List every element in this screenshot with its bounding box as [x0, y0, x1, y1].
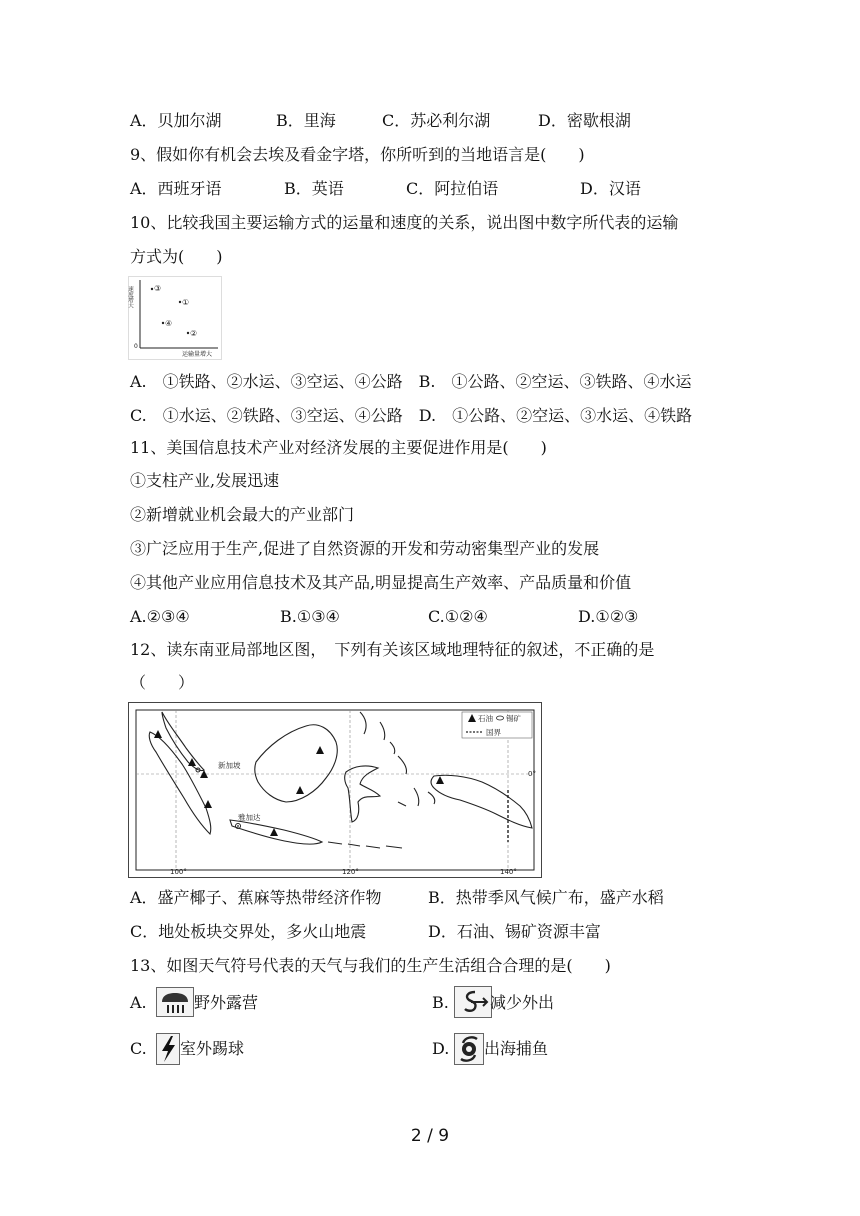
lat-0: 0° — [528, 770, 536, 778]
q11-item-4: ④其他产业应用信息技术及其产品,明显提高生产效率、产品质量和价值 — [130, 573, 632, 592]
q12-option-a: A．盛产椰子、蕉麻等热带经济作物 — [130, 888, 382, 907]
southeast-asia-map — [128, 702, 542, 878]
lon-140: 140° — [500, 868, 517, 876]
city-jakarta: 雅加达 — [238, 813, 261, 822]
chart-point-2 — [187, 332, 189, 334]
q11-option-d: D.①②③ — [578, 607, 639, 626]
rainstorm-icon — [156, 987, 194, 1017]
q9-option-a: A．西班牙语 — [130, 179, 222, 198]
q12-stem: 12、读东南亚局部地区图， 下列有关该区域地理特征的叙述，不正确的是 — [130, 640, 655, 659]
q8-option-c: C．苏必利尔湖 — [382, 111, 491, 130]
chart-label-1: ① — [182, 298, 190, 307]
chart-point-1 — [179, 301, 181, 303]
q13-option-c-text: 室外踢球 — [180, 1039, 245, 1058]
chart-label-2: ② — [190, 329, 198, 338]
lightning-icon — [156, 1033, 180, 1065]
q12-paren: （ ） — [130, 673, 195, 692]
q10-stem-line1: 10、比较我国主要运输方式的运量和速度的关系，说出图中数字所代表的运输 — [130, 213, 679, 232]
city-singapore: 新加坡 — [218, 761, 241, 770]
transport-chart — [128, 276, 222, 360]
lon-100: 100° — [170, 868, 187, 876]
q8-option-b: B．里海 — [276, 111, 336, 130]
q8-option-a: A．贝加尔湖 — [130, 111, 222, 130]
q10-options-row1: A. ①铁路、②水运、③空运、④公路 B. ①公路、②空运、③铁路、④水运 — [130, 372, 692, 391]
typhoon-icon — [454, 1033, 484, 1065]
q11-option-c: C.①②④ — [428, 607, 488, 626]
legend-oil-label: 石油 — [478, 714, 493, 723]
chart-origin: 0 — [134, 343, 138, 350]
q12-option-d: D．石油、锡矿资源丰富 — [428, 922, 601, 941]
q11-option-a: A.②③④ — [130, 607, 190, 626]
q13-option-b-letter: B. — [432, 993, 449, 1012]
q11-option-b: B.①③④ — [280, 607, 340, 626]
chart-x-label: 运输量增大 — [182, 351, 213, 358]
chart-y-label: 速度增大 — [127, 286, 133, 308]
chart-label-3: ③ — [154, 284, 162, 293]
page-number: 2 / 9 — [410, 1126, 450, 1146]
q11-item-3: ③广泛应用于生产,促进了自然资源的开发和劳动密集型产业的发展 — [130, 539, 600, 558]
q10-options-row2: C. ①水运、②铁路、③空运、④公路 D. ①公路、②空运、③水运、④铁路 — [130, 406, 693, 425]
q8-option-d: D．密歇根湖 — [538, 111, 631, 130]
q11-stem: 11、美国信息技术产业对经济发展的主要促进作用是( ) — [130, 438, 547, 457]
q13-option-c-letter: C. — [130, 1039, 147, 1058]
q9-option-b: B．英语 — [284, 179, 344, 198]
q12-option-b: B．热带季风气候广布，盛产水稻 — [428, 888, 664, 907]
q10-stem-line2: 方式为( ) — [130, 247, 223, 266]
q11-item-1: ①支柱产业,发展迅速 — [130, 471, 280, 490]
q13-option-b-text: 减少外出 — [490, 993, 555, 1012]
q12-option-c: C．地处板块交界处，多火山地震 — [130, 922, 367, 941]
chart-label-4: ④ — [165, 319, 173, 328]
chart-point-4 — [162, 322, 164, 324]
sandstorm-icon — [454, 986, 492, 1018]
legend-tin-label: 锡矿 — [506, 714, 521, 723]
q9-stem: 9、假如你有机会去埃及看金字塔，你所听到的当地语言是( ) — [130, 145, 585, 164]
lon-120: 120° — [342, 868, 359, 876]
q13-option-a-letter: A. — [130, 993, 147, 1012]
q13-option-d-text: 出海捕鱼 — [484, 1039, 549, 1058]
q9-option-c: C．阿拉伯语 — [406, 179, 499, 198]
q13-option-d-letter: D. — [432, 1039, 450, 1058]
q9-option-d: D．汉语 — [580, 179, 641, 198]
legend-border-label: 国界 — [486, 728, 501, 737]
q13-option-a-text: 野外露营 — [194, 993, 259, 1012]
chart-point-3 — [151, 288, 153, 290]
q13-stem: 13、如图天气符号代表的天气与我们的生产生活组合合理的是( ) — [130, 956, 611, 975]
q11-item-2: ②新增就业机会最大的产业部门 — [130, 505, 355, 524]
